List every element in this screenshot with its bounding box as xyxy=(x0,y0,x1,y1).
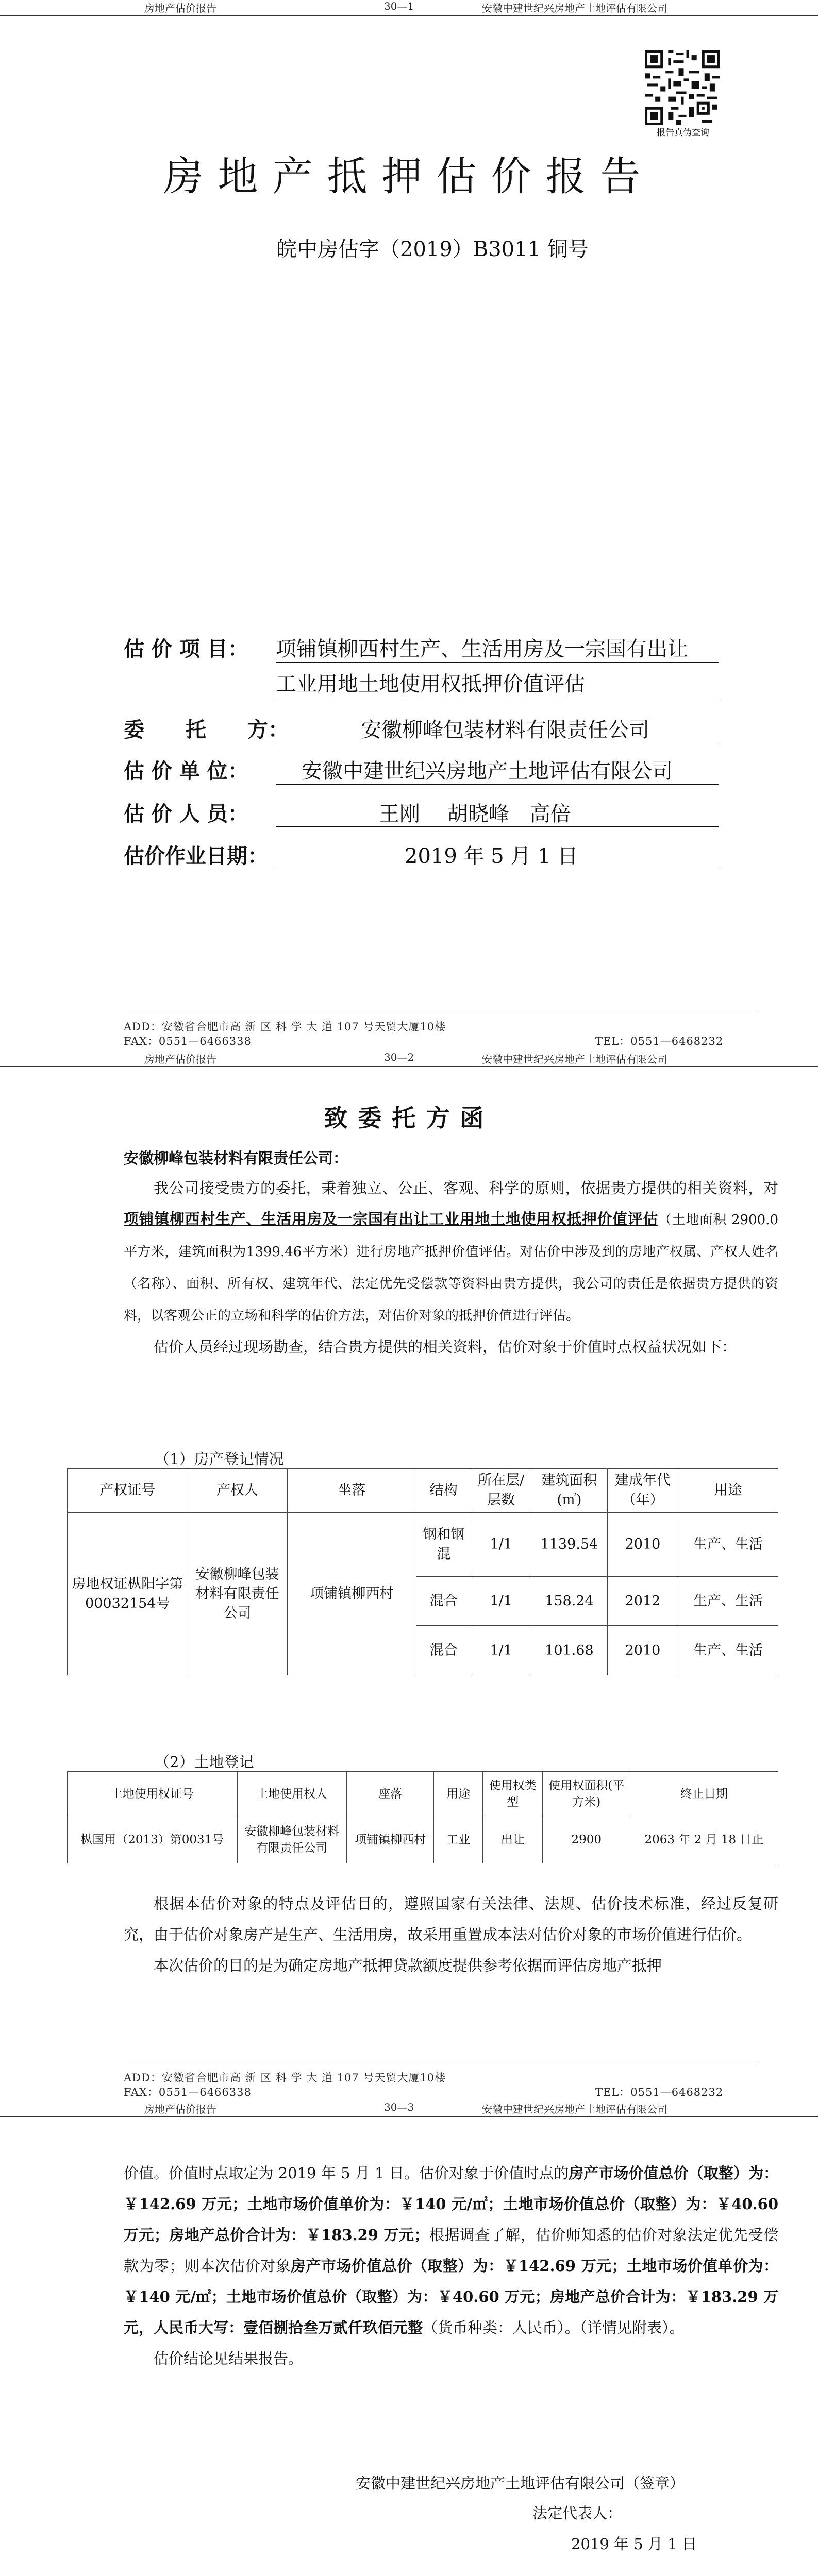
col-cert: 产权证号 xyxy=(68,1469,188,1513)
letter-p1-project: 项铺镇柳西村生产、生活用房及一宗国有出让工业用地土地使用权抵押价值评估 xyxy=(124,1210,658,1228)
cell-year: 2012 xyxy=(607,1577,678,1626)
date-label: 估价作业日期： xyxy=(124,844,268,868)
project-value-line2: 工业用地土地使用权抵押价值评估 xyxy=(276,672,585,696)
cell-land-use: 工业 xyxy=(434,1816,483,1863)
footer-tel: TEL：0551—6468232 xyxy=(595,2086,724,2098)
col-land-area: 使用权面积(平方米) xyxy=(543,1772,630,1816)
letter-p2: 估价人员经过现场勘查，结合贵方提供的相关资料，估价对象于价值时点权益状况如下： xyxy=(154,1338,737,1355)
footer-address: ADD：安徽省合肥市高 新 区 科 学 大 道 107 号天贸大厦10楼 xyxy=(124,2072,446,2084)
header-company: 安徽中建世纪兴房地产土地评估有限公司 xyxy=(482,2103,667,2115)
page-footer xyxy=(124,1010,758,1052)
page-header xyxy=(0,1051,818,1067)
col-land-use: 用途 xyxy=(434,1772,483,1816)
footer-tel: TEL：0551—6468232 xyxy=(595,1035,724,1047)
cell-area: 1139.54 xyxy=(531,1513,607,1577)
conclusion-text-e: （货币种类：人民币）。（详情见附表）。 xyxy=(423,2319,685,2336)
cell-floor: 1/1 xyxy=(471,1626,531,1675)
cell-floor: 1/1 xyxy=(471,1577,531,1626)
letter-p1-rest: （土地面积 2900.0 平方米，建筑面积为1399.46平方米）进行房地产抵押价值评估。对估价中涉及到的房地产权属、产权人姓名（名称）、面积、所有权、建筑年代、法定优先受偿款等资料由贵方提供，我公司的责任是依据贵方提供的资料，以客观公正的立场和科学的估价方法，对估价对象的抵押价值进行评估。 xyxy=(124,1212,778,1324)
cell-land-cert: 枞国用（2013）第0031号 xyxy=(68,1816,238,1863)
letter-salutation: 安徽柳峰包装材料有限责任公司： xyxy=(124,1149,348,1167)
cell-structure: 混合 xyxy=(416,1577,471,1626)
cell-use: 生产、生活 xyxy=(678,1577,778,1626)
page-letter-cont xyxy=(0,2101,818,2576)
cell-land-area: 2900 xyxy=(543,1816,630,1863)
cell-location: 项铺镇柳西村 xyxy=(287,1513,416,1675)
cell-area: 101.68 xyxy=(531,1626,607,1675)
date-value: 2019 年 5 月 1 日 xyxy=(405,844,578,868)
conclusion-text-a: 价值。价值时点取定为 2019 年 5 月 1 日。估价对象于价值时点的 xyxy=(124,2164,569,2182)
page-header xyxy=(0,0,818,16)
unit-value: 安徽中建世纪兴房地产土地评估有限公司 xyxy=(302,759,673,783)
col-land-holder: 土地使用权人 xyxy=(237,1772,346,1816)
mortgage-value-summary: 房产市场价值总价（取整）为：￥142.69 万元；土地市场价值单价为：￥140 元/㎡；土地市场价值总价（取整）为：￥40.60 万元；房地产总价合计为：￥183.29 万元，人民币大写：壹佰捌拾叁万贰仟玖佰元整 xyxy=(124,2257,778,2336)
col-use: 用途 xyxy=(678,1469,778,1513)
signature-company: 安徽中建世纪兴房地产土地评估有限公司（签章） xyxy=(356,2475,685,2492)
table-row xyxy=(68,1816,778,1863)
cell-floor: 1/1 xyxy=(471,1513,531,1577)
cell-area: 158.24 xyxy=(531,1577,607,1626)
col-area: 建筑面积(㎡) xyxy=(531,1469,607,1513)
col-floor: 所在层/层数 xyxy=(471,1469,531,1513)
table-header-row xyxy=(68,1469,778,1513)
project-value-line1: 项铺镇柳西村生产、生活用房及一宗国有出让 xyxy=(276,637,688,661)
col-land-expiry: 终止日期 xyxy=(630,1772,778,1816)
cell-structure: 混合 xyxy=(416,1626,471,1675)
page-number: 30—2 xyxy=(384,1051,414,1063)
project-label: 估 价 项 目： xyxy=(124,637,248,661)
conclusion-text-c: 根据调查了解，估价师知悉的估价对象法定优先受偿款为零；则本次估价对象 xyxy=(124,2226,778,2275)
staff-value: 王刚 胡晓峰 高倍 xyxy=(379,802,571,826)
page-cover xyxy=(0,0,818,1047)
page-header xyxy=(0,2101,818,2117)
letter-p3: 根据本估价对象的特点及评估目的，遵照国家有关法律、法规、估价技术标准，经过反复研究，由于估价对象房产是生产、生活用房，故采用重置成本法对估价对象的市场价值进行估价。 xyxy=(124,1895,778,1943)
client-label: 委 托 方： xyxy=(124,718,289,742)
col-owner: 产权人 xyxy=(188,1469,287,1513)
page-number: 30—1 xyxy=(384,0,414,12)
qr-code xyxy=(645,50,720,125)
staff-label: 估 价 人 员： xyxy=(124,802,248,826)
footer-fax: FAX：0551—6466338 xyxy=(124,2086,252,2098)
signature-date: 2019 年 5 月 1 日 xyxy=(571,2535,697,2553)
report-title: 房地产抵押估价报告 xyxy=(163,154,655,200)
page-footer xyxy=(124,2061,758,2103)
cell-owner: 安徽柳峰包装材料有限责任公司 xyxy=(188,1513,287,1675)
table-row xyxy=(68,1513,778,1577)
header-report-name: 房地产估价报告 xyxy=(144,2103,216,2115)
header-company: 安徽中建世纪兴房地产土地评估有限公司 xyxy=(482,1053,667,1065)
cell-land-right-type: 出让 xyxy=(483,1816,543,1863)
col-land-right-type: 使用权类型 xyxy=(483,1772,543,1816)
footer-fax: FAX：0551—6466338 xyxy=(124,1035,252,1047)
header-report-name: 房地产估价报告 xyxy=(144,1053,216,1065)
conclusion-see-report: 估价结论见结果报告。 xyxy=(154,2350,304,2367)
col-location: 坐落 xyxy=(287,1469,416,1513)
market-value-summary: 房产市场价值总价（取整）为：￥142.69 万元；土地市场价值单价为：￥140 元/㎡；土地市场价值总价（取整）为：￥40.60 万元；房地产总价合计为：￥183.29 万元； xyxy=(124,2164,778,2244)
cell-cert: 房地权证枞阳字第 00032154号 xyxy=(68,1513,188,1675)
cell-year: 2010 xyxy=(607,1626,678,1675)
letter-p4: 本次估价的目的是为确定房地产抵押贷款额度提供参考依据而评估房地产抵押 xyxy=(154,1957,662,1974)
signature-legal-rep: 法定代表人： xyxy=(532,2504,623,2522)
letter-p1-text: 我公司接受贵方的委托，秉着独立、公正、客观、科学的原则，依据贵方提供的相关资料，对 xyxy=(154,1179,778,1197)
house-registration-heading: （1）房产登记情况 xyxy=(155,1450,284,1468)
page-letter xyxy=(0,1051,818,2098)
qr-caption: 报告真伪查询 xyxy=(657,128,709,138)
cell-land-holder: 安徽柳峰包装材料有限责任公司 xyxy=(237,1816,346,1863)
letter-body xyxy=(124,1173,778,1362)
land-registration-table xyxy=(67,1771,778,1863)
cell-use: 生产、生活 xyxy=(678,1626,778,1675)
underline xyxy=(276,662,719,663)
cell-structure: 钢和钢混 xyxy=(416,1513,471,1577)
col-structure: 结构 xyxy=(416,1469,471,1513)
client-value: 安徽柳峰包装材料有限责任公司 xyxy=(361,718,649,742)
underline xyxy=(276,784,719,785)
letter-body-2 xyxy=(124,1888,778,1981)
underline xyxy=(276,826,719,827)
header-company: 安徽中建世纪兴房地产土地评估有限公司 xyxy=(482,2,667,14)
header-report-name: 房地产估价报告 xyxy=(144,2,216,14)
cell-land-location: 项铺镇柳西村 xyxy=(346,1816,434,1863)
page-number: 30—3 xyxy=(384,2101,414,2113)
letter-title: 致委托方函 xyxy=(324,1104,494,1132)
col-land-location: 座落 xyxy=(346,1772,434,1816)
table-header-row xyxy=(68,1772,778,1816)
house-registration-table xyxy=(67,1468,778,1675)
land-registration-heading: （2）土地登记 xyxy=(155,1753,254,1771)
cell-use: 生产、生活 xyxy=(678,1513,778,1577)
cell-year: 2010 xyxy=(607,1513,678,1577)
cell-land-expiry: 2063 年 2 月 18 日止 xyxy=(630,1816,778,1863)
unit-label: 估 价 单 位： xyxy=(124,759,248,783)
document-number: 皖中房估字（2019）B3011 铜号 xyxy=(276,238,589,261)
footer-address: ADD：安徽省合肥市高 新 区 科 学 大 道 107 号天贸大厦10楼 xyxy=(124,1021,446,1033)
col-land-cert: 土地使用权证号 xyxy=(68,1772,238,1816)
conclusion-body xyxy=(124,2158,778,2374)
col-year: 建成年代（年） xyxy=(607,1469,678,1513)
